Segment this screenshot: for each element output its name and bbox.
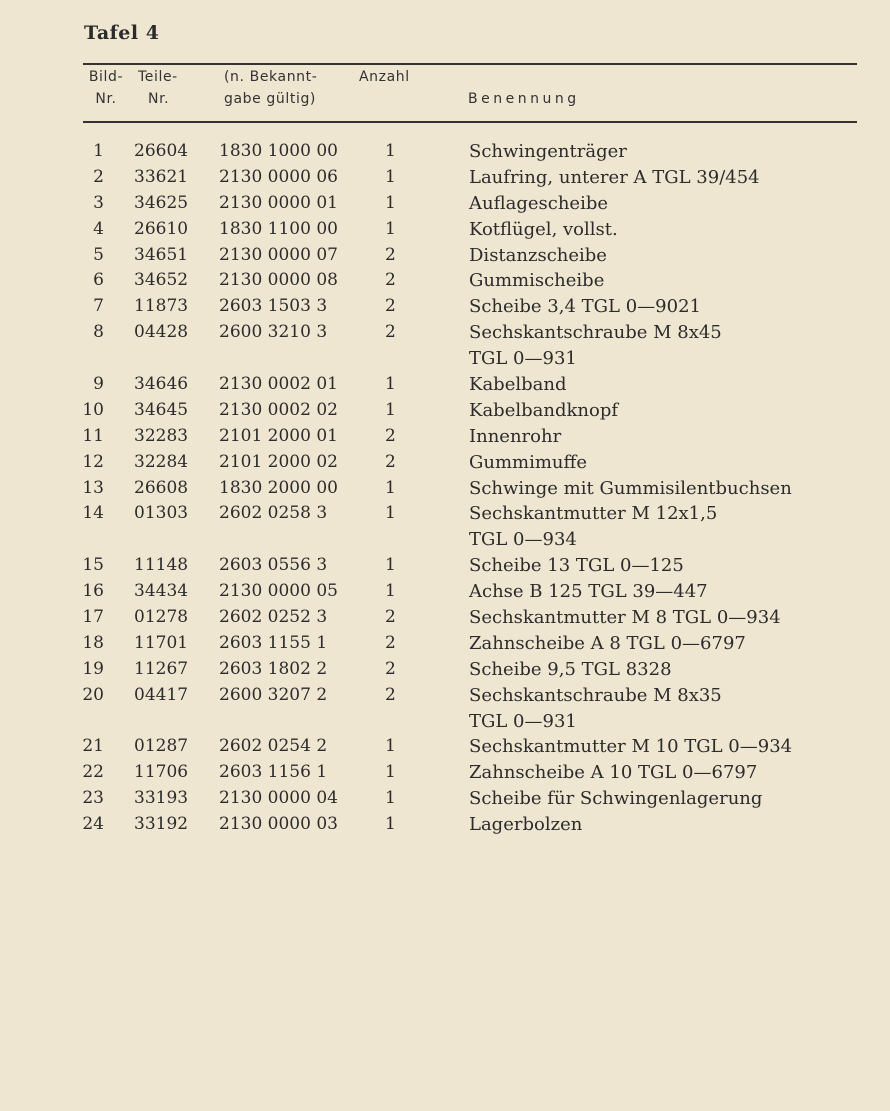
- cell-bekanntgabe: 2130 0002 02: [219, 399, 338, 420]
- cell-bild-nr: 20: [82, 684, 104, 705]
- cell-teile-nr: 26608: [134, 477, 189, 498]
- cell-teile-nr: 34651: [134, 244, 189, 265]
- cell-benennung: Auflagescheibe: [469, 192, 608, 214]
- cell-benennung: Kabelband: [469, 374, 567, 396]
- cell-anzahl: 1: [385, 762, 396, 783]
- cell-teile-nr: 11701: [134, 632, 189, 653]
- cell-benennung: Scheibe 13 TGL 0—125: [469, 555, 684, 577]
- header-rule-top: [83, 63, 857, 65]
- cell-anzahl: 2: [385, 270, 396, 291]
- cell-bekanntgabe: 1830 1000 00: [219, 141, 338, 161]
- cell-benennung: TGL 0—934: [469, 529, 577, 551]
- cell-teile-nr: 32283: [134, 425, 189, 446]
- cell-bekanntgabe: 2600 3207 2: [219, 684, 328, 705]
- table-row: [0, 812, 890, 838]
- cell-anzahl: 1: [385, 788, 396, 809]
- cell-bekanntgabe: 2600 3210 3: [219, 322, 328, 343]
- cell-anzahl: 1: [385, 218, 396, 239]
- table-row: [0, 372, 890, 398]
- cell-teile-nr: 34645: [134, 399, 189, 420]
- cell-anzahl: 2: [385, 451, 396, 472]
- cell-anzahl: 2: [385, 425, 396, 446]
- cell-bild-nr: 10: [82, 399, 104, 420]
- header-bild-line2: Nr.: [95, 91, 117, 107]
- cell-teile-nr: 11706: [134, 762, 189, 783]
- cell-benennung: Sechskantschraube M 8x45: [469, 322, 722, 344]
- cell-teile-nr: 34646: [134, 374, 189, 395]
- cell-bekanntgabe: 2602 0258 3: [219, 503, 328, 524]
- cell-teile-nr: 01303: [134, 503, 189, 524]
- cell-anzahl: 1: [385, 555, 396, 576]
- cell-bild-nr: 4: [93, 218, 104, 239]
- cell-bild-nr: 21: [82, 736, 104, 757]
- header-bek-line2: gabe gültig): [224, 91, 316, 107]
- cell-anzahl: 2: [385, 658, 396, 679]
- cell-anzahl: 1: [385, 141, 396, 161]
- cell-benennung: Achse B 125 TGL 39—447: [469, 581, 708, 603]
- cell-bekanntgabe: 2130 0000 07: [219, 244, 338, 265]
- cell-benennung: Kotflügel, vollst.: [469, 218, 618, 240]
- cell-bekanntgabe: 2603 1802 2: [219, 658, 328, 679]
- cell-benennung: Kabelbandknopf: [469, 399, 619, 421]
- cell-teile-nr: 34434: [134, 581, 189, 602]
- table-row: [0, 139, 890, 165]
- cell-teile-nr: 32284: [134, 451, 189, 472]
- cell-benennung: Distanzscheibe: [469, 244, 607, 266]
- cell-teile-nr: 11267: [134, 658, 189, 679]
- cell-bekanntgabe: 2130 0000 01: [219, 192, 338, 213]
- cell-anzahl: 1: [385, 192, 396, 213]
- header-bek-line1: (n. Bekannt-: [224, 69, 318, 85]
- table-row: [0, 631, 890, 657]
- cell-benennung: TGL 0—931: [469, 710, 577, 732]
- table-row: [0, 760, 890, 786]
- table-row: [0, 243, 890, 269]
- cell-anzahl: 1: [385, 814, 396, 835]
- cell-anzahl: 1: [385, 166, 396, 187]
- table-row: [0, 501, 890, 527]
- cell-teile-nr: 01287: [134, 736, 189, 757]
- cell-bild-nr: 2: [93, 166, 104, 187]
- cell-benennung: Lagerbolzen: [469, 814, 583, 836]
- cell-bild-nr: 12: [82, 451, 104, 472]
- cell-anzahl: 1: [385, 503, 396, 524]
- cell-bild-nr: 16: [82, 581, 104, 602]
- cell-bekanntgabe: 2130 0002 01: [219, 374, 338, 395]
- cell-benennung: Schwingenträger: [469, 141, 627, 162]
- cell-anzahl: 1: [385, 581, 396, 602]
- header-rule-bottom: [83, 121, 857, 123]
- cell-anzahl: 1: [385, 399, 396, 420]
- cell-bild-nr: 7: [93, 296, 104, 317]
- cell-teile-nr: 11148: [134, 555, 189, 576]
- cell-bild-nr: 8: [93, 322, 104, 343]
- cell-benennung: TGL 0—931: [469, 348, 577, 370]
- cell-teile-nr: 26604: [134, 141, 189, 161]
- cell-bild-nr: 5: [93, 244, 104, 265]
- cell-bekanntgabe: 2603 1503 3: [219, 296, 328, 317]
- cell-benennung: Gummimuffe: [469, 451, 587, 473]
- page-title: Tafel 4: [84, 22, 160, 44]
- cell-bild-nr: 6: [93, 270, 104, 291]
- cell-bekanntgabe: 2130 0000 03: [219, 814, 338, 835]
- cell-teile-nr: 01278: [134, 607, 189, 628]
- cell-bekanntgabe: 2130 0000 06: [219, 166, 338, 187]
- cell-bild-nr: 22: [82, 762, 104, 783]
- cell-teile-nr: 33193: [134, 788, 189, 809]
- cell-benennung: Scheibe 3,4 TGL 0—9021: [469, 296, 701, 318]
- cell-bekanntgabe: 1830 1100 00: [219, 218, 338, 239]
- table-row: [0, 734, 890, 760]
- table-row: [0, 191, 890, 217]
- cell-benennung: Innenrohr: [469, 425, 562, 447]
- cell-benennung: Sechskantmutter M 10 TGL 0—934: [469, 736, 793, 758]
- cell-bekanntgabe: 2101 2000 02: [219, 451, 338, 472]
- cell-benennung: Scheibe für Schwingenlagerung: [469, 788, 763, 810]
- cell-anzahl: 2: [385, 632, 396, 653]
- cell-bekanntgabe: 2130 0000 04: [219, 788, 338, 809]
- cell-teile-nr: 26610: [134, 218, 189, 239]
- cell-bekanntgabe: 2602 0252 3: [219, 607, 328, 628]
- cell-bekanntgabe: 1830 2000 00: [219, 477, 338, 498]
- table-row: [0, 527, 890, 553]
- header-benennung: Benennung: [468, 91, 580, 107]
- cell-bekanntgabe: 2603 0556 3: [219, 555, 328, 576]
- header-bekanntgabe: [224, 66, 317, 110]
- cell-bekanntgabe: 2602 0254 2: [219, 736, 328, 757]
- table-row: [0, 294, 890, 320]
- table-row: [0, 320, 890, 346]
- cell-bild-nr: 24: [82, 814, 104, 835]
- cell-bild-nr: 9: [93, 374, 104, 395]
- cell-benennung: Gummischeibe: [469, 270, 605, 292]
- cell-anzahl: 1: [385, 374, 396, 395]
- cell-benennung: Zahnscheibe A 8 TGL 0—6797: [469, 632, 746, 654]
- cell-anzahl: 1: [385, 477, 396, 498]
- cell-teile-nr: 34652: [134, 270, 189, 291]
- cell-teile-nr: 11873: [134, 296, 189, 317]
- cell-anzahl: 2: [385, 296, 396, 317]
- cell-benennung: Laufring, unterer A TGL 39/454: [469, 166, 760, 188]
- table-row: [0, 398, 890, 424]
- cell-anzahl: 2: [385, 322, 396, 343]
- cell-bild-nr: 15: [82, 555, 104, 576]
- cell-anzahl: 2: [385, 607, 396, 628]
- cell-bekanntgabe: 2603 1156 1: [219, 762, 328, 783]
- cell-bekanntgabe: 2130 0000 05: [219, 581, 338, 602]
- table-row: [0, 346, 890, 372]
- cell-benennung: Schwinge mit Gummisilentbuchsen: [469, 477, 792, 499]
- cell-bekanntgabe: 2130 0000 08: [219, 270, 338, 291]
- table-row: [0, 709, 890, 735]
- cell-anzahl: 2: [385, 244, 396, 265]
- header-anzahl: Anzahl: [359, 69, 410, 85]
- table-row: [0, 165, 890, 191]
- header-teile-line1: Teile-: [138, 69, 178, 85]
- cell-bild-nr: 19: [82, 658, 104, 679]
- cell-teile-nr: 04428: [134, 322, 189, 343]
- header-teile-line2: Nr.: [148, 91, 170, 107]
- cell-teile-nr: 33621: [134, 166, 189, 187]
- cell-benennung: Zahnscheibe A 10 TGL 0—6797: [469, 762, 758, 784]
- parts-table: [0, 139, 890, 838]
- table-row: [0, 476, 890, 502]
- table-row: [0, 657, 890, 683]
- cell-bild-nr: 23: [82, 788, 104, 809]
- cell-benennung: Sechskantschraube M 8x35: [469, 684, 722, 706]
- cell-benennung: Sechskantmutter M 8 TGL 0—934: [469, 607, 781, 629]
- cell-benennung: Sechskantmutter M 12x1,5: [469, 503, 718, 525]
- cell-bild-nr: 13: [82, 477, 104, 498]
- header-bild-line1: Bild-: [88, 69, 124, 85]
- cell-teile-nr: 34625: [134, 192, 189, 213]
- table-row: [0, 450, 890, 476]
- cell-bekanntgabe: 2603 1155 1: [219, 632, 328, 653]
- cell-bild-nr: 18: [82, 632, 104, 653]
- table-row: [0, 217, 890, 243]
- header-bild-nr: [84, 66, 128, 110]
- cell-anzahl: 2: [385, 684, 396, 705]
- cell-bild-nr: 11: [82, 425, 104, 446]
- table-row: [0, 553, 890, 579]
- cell-benennung: Scheibe 9,5 TGL 8328: [469, 658, 672, 680]
- cell-anzahl: 1: [385, 736, 396, 757]
- table-row: [0, 683, 890, 709]
- cell-teile-nr: 33192: [134, 814, 189, 835]
- table-row: [0, 579, 890, 605]
- table-row: [0, 268, 890, 294]
- cell-bekanntgabe: 2101 2000 01: [219, 425, 338, 446]
- table-row: [0, 605, 890, 631]
- header-teile-nr: [138, 66, 178, 110]
- cell-teile-nr: 04417: [134, 684, 189, 705]
- cell-bild-nr: 3: [93, 192, 104, 213]
- cell-bild-nr: 17: [82, 607, 104, 628]
- table-row: [0, 424, 890, 450]
- table-row: [0, 786, 890, 812]
- cell-bild-nr: 14: [82, 503, 104, 524]
- cell-bild-nr: 1: [93, 141, 104, 161]
